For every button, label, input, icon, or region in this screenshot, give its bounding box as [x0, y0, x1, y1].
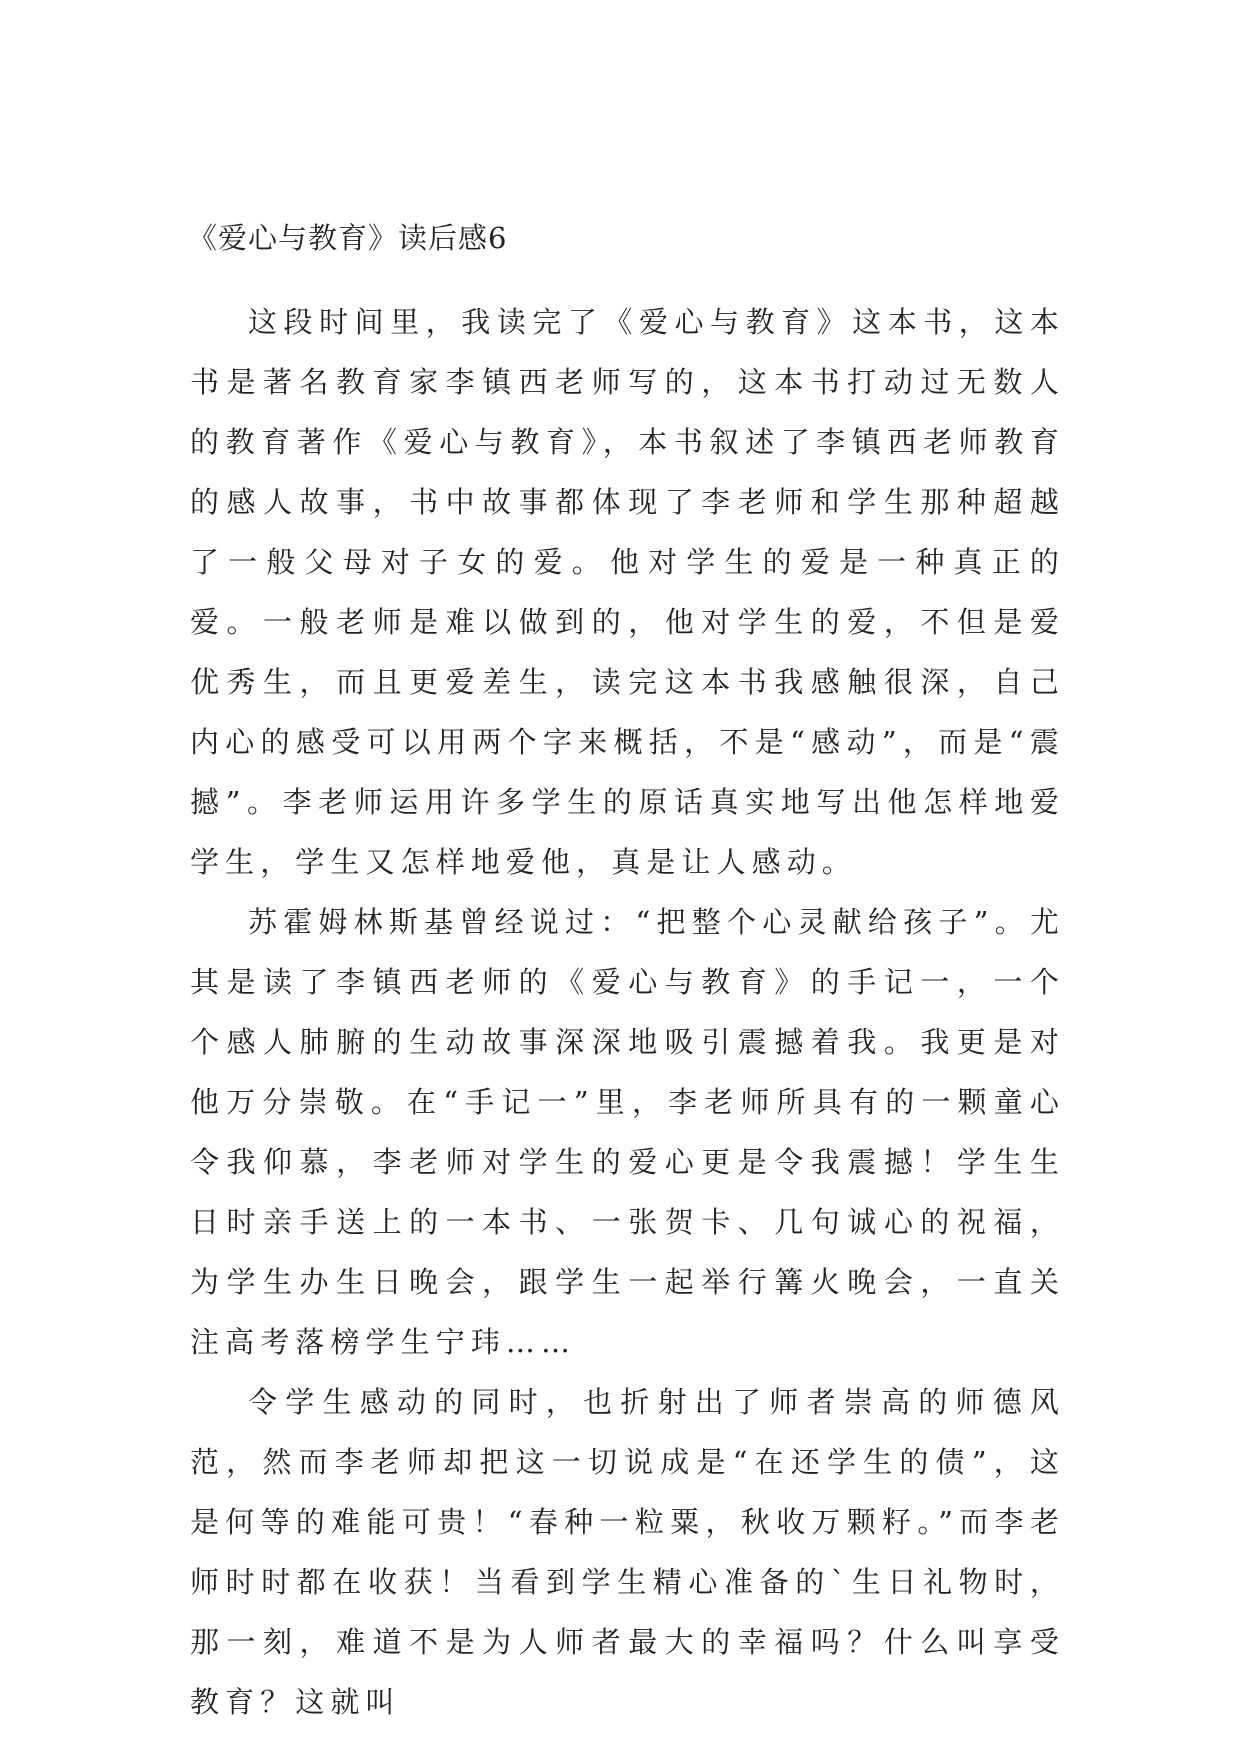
paragraph-1: 这段时间里，我读完了《爱心与教育》这本书，这本书是著名教育家李镇西老师写的，这本书打动过无数人的教育著作《爱心与教育》，本书叙述了李镇西老师教育的感人故事，书中故事都体现了李老师和学生那种超越了一般父母对子女的爱。他对学生的爱是一种真正的爱。一般老师是难以做到的，他对学生的爱，不但是爱优秀生，而且更爱差生，读完这本书我感触很深，自己内心的感受可以用两个字来概括，不是“感动”，而是“震撼”。李老师运用许多学生的原话真实地写出他怎样地爱学生，学生又怎样地爱他，真是让人感动。 — [190, 305, 1065, 879]
paragraph-2: 苏霍姆林斯基曾经说过：“把整个心灵献给孩子”。尤其是读了李镇西老师的《爱心与教育》的手记一，一个个感人肺腑的生动故事深深地吸引震撼着我。我更是对他万分崇敬。在“手记一”里，李老师所具有的一颗童心令我仰慕，李老师对学生的爱心更是令我震撼！学生生日时亲手送上的一本书、一张贺卡、几句诚心的祝福，为学生办生日晚会，跟学生一起举行篝火晚会，一直关注高考落榜学生宁玮…… — [190, 905, 1065, 1359]
document-page — [190, 222, 1065, 1732]
paragraph-3: 令学生感动的同时，也折射出了师者崇高的师德风范，然而李老师却把这一切说成是“在还学生的债”，这是何等的难能可贵！“春种一粒粟，秋收万颗籽。”而李老师时时都在收获！当看到学生精心准备的`生日礼物时，那一刻，难道不是为人师者最大的幸福吗？什么叫享受教育？这就叫 — [190, 1385, 1065, 1719]
document-title: 《爱心与教育》读后感6 — [188, 221, 508, 255]
